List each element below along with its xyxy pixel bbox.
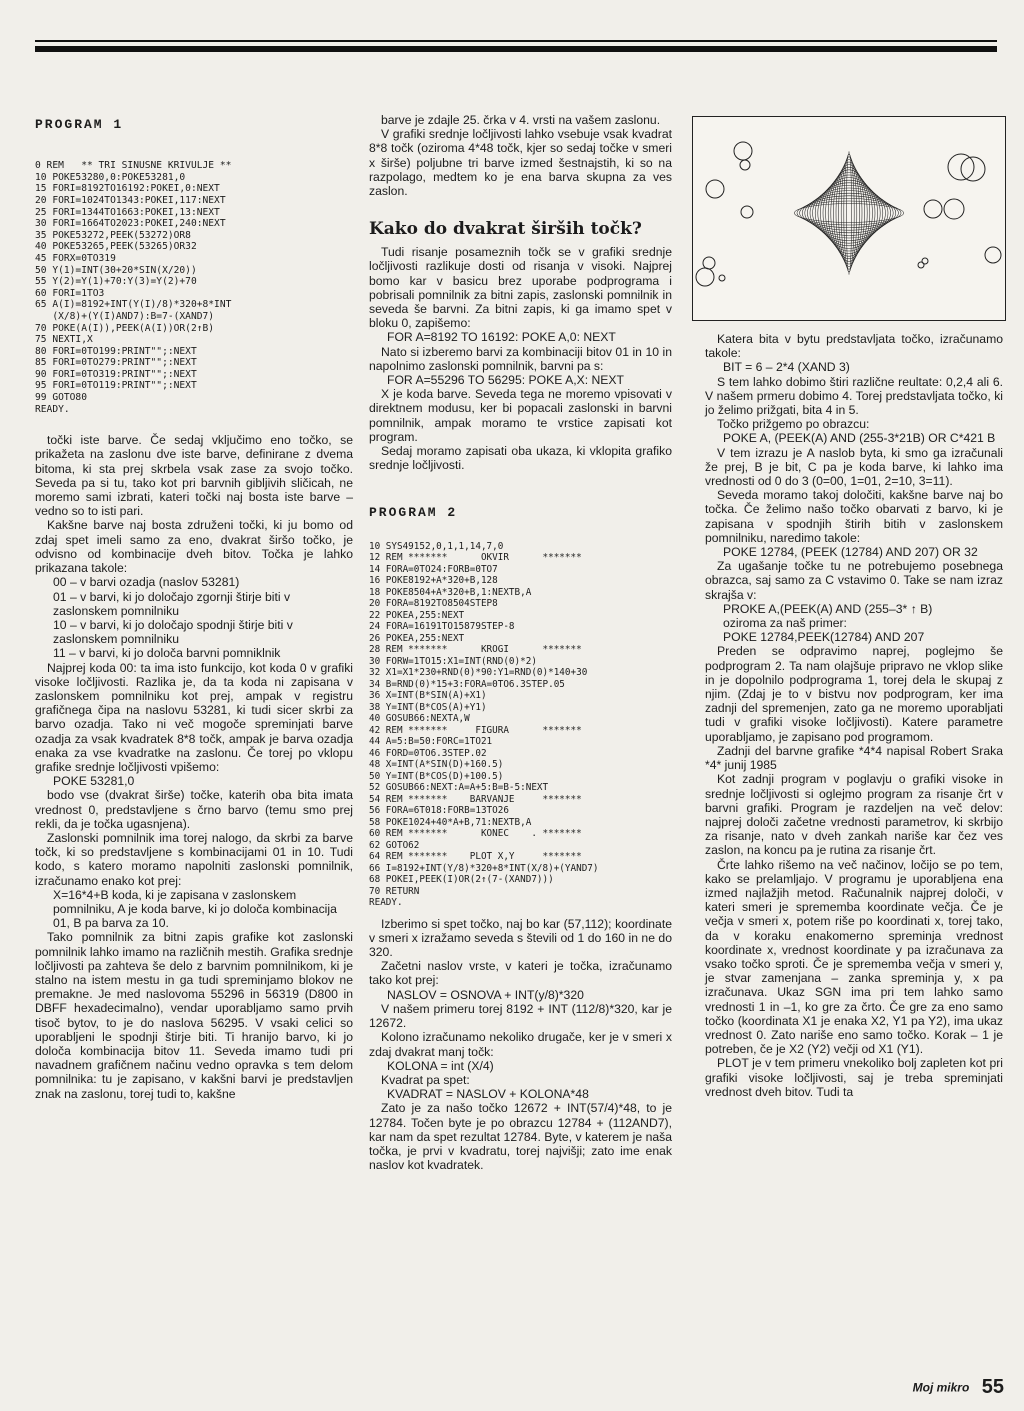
code-line: 40 POKE53265,PEEK(53265)OR32 [35,241,197,253]
code-line: 32 X1=X1*230+RND(0)*90:Y1=RND(0)*140+30 [369,667,588,679]
circle-shape [985,247,1001,263]
code-line: 56 FORA=6T018:FORB=13TO26 [369,805,509,817]
paragraph: V grafiki srednje ločljivosti lahko vsebuje vsak kvadrat 8*8 točk (oziroma 4*48 točk, kjer so sedaj točke v smeri x širše) poljubne tri barve izmed šestnajstih, ki so na razpolago, medtem ko je ena barva skupna za ves zaslon. [369,127,672,199]
paragraph: Kolono izračunamo nekoliko drugače, ker je v smeri x zdaj dvakrat manj točk: [369,1030,672,1059]
paragraph: bodo vse (dvakrat širše) točke, katerih oba bita imata vrednost 0, predstavljene s črno barvo (temu smo prej rekli, da je točka ugasnjena). [35,788,353,831]
paragraph: POKE 12784, (PEEK (12784) AND 207) OR 32 [723,545,978,560]
program-2-title: PROGRAM 2 [369,505,458,521]
paragraph: POKE A, (PEEK(A) AND (255-3*21B) OR C*421 B [723,431,996,446]
figure-ellipse [794,204,903,223]
code-line: 70 RETURN [369,885,420,897]
paragraph: X=16*4+B koda, ki je zapisana v zaslonskem pomnilniku, A je koda barve, ki jo določa kombinacija 01, B pa barva za 10. [53,887,337,931]
program-1-listing [35,160,353,415]
paragraph: Tako pomnilnik za bitni zapis grafike kot zaslonski pomnilnik lahko imamo na različnih mestih. Grafika srednje ločljivosti pa zahteva še delo z barvnim pomnilnikom, ki je stalno na istem mestu in ga tudi spreminjamo blokov ne premakne. Je med naslovoma 55296 in 56319 (D800 in DBFF hexadecimalno), vendar uporabljamo samo prvih tisoč bytov, to je do naslova 56295. V vsaki celici so uporabljeni le spodnji štirje biti. Ti hranijo barvo, ki jo določa kombinacija bitov 11. Seveda imamo tudi pri navadnem grafičnem načinu vedno opravka s tem delom pomnilnika: tu je zapisano, v kakšni barvi je predstavljen znak na zaslonu, torej tudi to, kakšne [35,930,353,1101]
code-line: 48 X=INT(A*SIN(D)+160.5) [369,759,504,771]
paragraph: točki iste barve. Če sedaj vključimo eno točko, se prikažeta na zaslonu dve iste barve, definirane z dvema bitoma, ki sta prej skrbela vsak zase za svojo točko. Seveda pa si tu, tako kot pri barvnih gibljivih sličicah, ne moremo sami izbrati, kateri točki naj bosta iste barve – vedno so to isti pari. [35,433,353,519]
astroid-figure [794,152,903,275]
column-2-text-bottom [369,917,672,1173]
paragraph: NASLOV = OSNOVA + INT(y/8)*320 [387,987,584,1002]
circle-shape [741,206,753,218]
code-line: 66 I=8192+INT(Y/8)*320+8*INT(X/8)+(YAND7) [369,862,599,874]
code-line: 20 FORI=1024TO1343:POKEI,117:NEXT [35,194,226,206]
circle-shape [924,200,942,218]
paragraph: 00 – v barvi ozadja (naslov 53281) [53,575,240,590]
code-line: 70 POKE(A(I)),PEEK(A(I))OR(2↑B) [35,322,215,334]
figure-drawing [693,117,1005,320]
paragraph: Tudi risanje posameznih točk se v grafiki srednje ločljivosti razlikuje dosti od risanja v visoki. Najprej bomo kar v basicu brez uporabe podprograma i pobrisali pomnilnik za bitni zapis, zaslonski pomnilnik in seveda še barvni. Za bitni zapis, ki ga imamo spet v bloku 0, zapišemo: [369,245,672,331]
graphics-figure [692,116,1006,321]
paragraph: Za ugašanje točke tu ne potrebujemo posebnega obrazca, saj samo za C vstavimo 0. Take se nam izraz skrajša v: [705,559,1003,602]
column-1-text [35,433,353,1101]
paragraph: FOR A=55296 TO 56295: POKE A,X: NEXT [387,373,624,388]
paragraph: Zadnji del barvne grafike *4*4 napisal Robert Sraka *4* junij 1985 [705,743,1003,773]
page-footer [913,1376,1004,1399]
code-line: 30 FORW=1TO15:X1=INT(RND(0)*2) [369,655,537,667]
paragraph: Kot zadnji program v poglavju o grafiki visoke in srednje ločljivosti si oglejmo program za risanje črt v barvni grafiki. Program je razdeljen na več delov: najprej določi začetne vrednosti parametrov, ki skrbijo za risanje, nato v dveh zankah nariše kar čez ves zaslon, na koncu pa je rutina za risanje črt. [705,772,1003,858]
paragraph: Sedaj moramo zapisati oba ukaza, ki vklopita grafiko srednje ločljivosti. [369,444,672,473]
code-line: READY. [369,897,403,909]
figure-ellipse [826,172,873,253]
code-line: 75 NEXTI,X [35,334,93,346]
column-2-text-middle [369,245,672,472]
paragraph: FOR A=8192 TO 16192: POKE A,0: NEXT [387,330,616,345]
code-line: 45 FORX=0TO319 [35,252,116,264]
code-line: 15 FORI=8192TO16192:POKEI,0:NEXT [35,183,220,195]
code-line: 42 REM ******* FIGURA ******* [369,724,582,736]
circle-shape [740,160,750,170]
code-line: 46 FORD=0TO6.3STEP.02 [369,747,487,759]
paragraph: PROKE A,(PEEK(A) AND (255–3* ↑ B) [723,601,933,616]
code-line: 55 Y(2)=Y(1)+70:Y(3)=Y(2)+70 [35,276,197,288]
paragraph: POKE 53281,0 [53,774,135,789]
code-line: 12 REM ******* OKVIR ******* [369,552,582,564]
code-line: 36 X=INT(B*SIN(A)+X1) [369,690,487,702]
code-line: 40 GOSUB66:NEXTA,W [369,713,470,725]
paragraph: Izberimo si spet točko, naj bo kar (57,112); koordinate v smeri x izražamo seveda s števili od 1 do 160 in ne do 320. [369,916,672,960]
paragraph: S tem lahko dobimo štiri različne reultate: 0,2,4 ali 6. V našem prmeru dobimo 4. Torej predstavljata točko, ki jo želimo prižgati, bita 4 in 5. [705,374,1003,418]
code-line: 90 FORI=0TO319:PRINT"";:NEXT [35,368,197,380]
circle-shape [961,157,985,181]
code-line: 68 POKEI,PEEK(I)OR(2↑(7-(XAND7))) [369,874,554,886]
paragraph: Najprej koda 00: ta ima isto funkcijo, kot koda 0 v grafiki visoke ločljivosti. Razlika je, da ta koda ni zapisana v zaslonskem pomnilniku kot prej, ampak v registru grafičnega čipa na naslovu 53281, ki tudi sicer skrbi za barvo ozadja. Tako ni več mogoče spreminjati barve ozadja za vsak kvadratek 8*8 točk, ampak je barva ozadja enaka za vse kvadratke na zaslonu. Če torej po vklopu grafike srednje ločljivosti vpišemo: [35,660,353,774]
circle-shape [696,268,714,286]
section-heading: Kako do dvakrat širših točk? [369,219,642,240]
code-line: 95 FORI=0TO119:PRINT"";:NEXT [35,380,197,392]
code-line: 28 REM ******* KROGI ******* [369,644,582,656]
code-line: 50 Y=INT(B*COS(D)+100.5) [369,770,504,782]
paragraph: Preden se odpravimo naprej, poglejmo še podprogram 2. Ta nam olajšuje pripravo ne vklop slike in je dopolnilo podprograma 1, torej dela le skupaj z njim. (Zdaj je to v bistvu nov podprogram, ker ima zadnji del spremenjen, zato ga ne moremo uporabljati tudi v grafiki visoke ločljivosti). Katere parametre uporabljamo, je zapisano pod programom. [705,644,1003,744]
page-number: 55 [981,1376,1004,1398]
code-line: 14 FORA=0TO24:FORB=0TO7 [369,563,498,575]
paragraph: Zaslonski pomnilnik ima torej nalogo, da skrbi za barve točk, ki so predstavljene s kombinacijami 01 in 10. Tudi kodo, s katero moramo napolniti zaslonski pomnilnik, izračunamo enako kot prej: [35,830,353,888]
code-line: 52 GOSUB66:NEXT:A=A+5:B=B-5:NEXT [369,782,549,794]
code-line: 25 FORI=1344TO1663:POKEI,13:NEXT [35,206,220,218]
code-line: 18 POKE8504+A*320+B,1:NEXTB,A [369,586,532,598]
program-1-title: PROGRAM 1 [35,117,124,132]
code-line: 65 A(I)=8192+INT(Y(I)/8)*320+8*INT [35,299,232,311]
program-2-listing [369,541,672,909]
paragraph: Katera bita v bytu predstavljata točko, izračunamo takole: [705,332,1003,361]
code-line: 58 POKE1024+40*A+B,71:NEXTB,A [369,816,532,828]
code-line: 30 FORI=1664TO2023:POKEI,240:NEXT [35,218,226,230]
paragraph: 11 – v barvi, ki jo določa barvni pomniklnik [53,646,281,661]
paragraph: KVADRAT = NASLOV + KOLONA*48 [387,1087,589,1102]
header-rule-thick [35,46,997,52]
paragraph: 10 – v barvi, ki jo določajo spodnji štirje biti v zaslonskem pomnilniku [53,617,293,647]
code-line: (X/8)+(Y(I)AND7):B=7-(XAND7) [35,310,215,322]
code-line: 60 FORI=1TO3 [35,287,105,299]
figure-ellipse [833,165,864,262]
paragraph: POKE 12784,PEEK(12784) AND 207 [723,630,925,645]
circle-shape [706,180,724,198]
figure-ellipse [800,198,899,227]
figure-ellipse [844,154,854,272]
code-line: 64 REM ******* PLOT X,Y ******* [369,851,582,863]
column-1 [35,118,353,1101]
paragraph: barve je zdajle 25. črka v 4. vrsti na vašem zaslonu. [381,113,661,127]
paragraph: Nato si izberemo barvi za kombinaciji bitov 01 in 10 in napolnimo zaslonski pomnilnik, barvni pa s: [369,344,672,373]
circle-shape [734,142,752,160]
circle-shape [719,275,725,281]
paragraph: Zato je za našo točko 12672 + INT(57/4)*48, to je 12784. Točen byte je po obrazcu 12784 + (112AND7), kar nam da spet rezultat 12784. Byte, v katerem je naša točka, je prvi v kvadratu, torej najvišji; zato ime enak naslov kot kvadratek. [369,1101,672,1173]
circle-shape [922,258,928,264]
column-3 [705,332,1003,1099]
code-line: 10 SYS49152,0,1,1,14,7,0 [369,540,504,552]
code-line: 22 POKEA,255:NEXT [369,609,465,621]
code-line: 34 B=RND(0)*15+3:FORA=0TO6.3STEP.05 [369,678,565,690]
code-line: 10 POKE53280,0:POKE53281,0 [35,171,186,183]
paragraph: Kvadrat pa spet: [381,1072,470,1087]
paragraph: 01 – v barvi, ki jo določajo zgornji štirje biti v zaslonskem pomnilniku [53,589,291,618]
circle-shape [703,257,715,269]
code-line: 35 POKE53272,PEEK(53272)OR8 [35,229,191,241]
code-line: 50 Y(1)=INT(30+20*SIN(X/20)) [35,264,197,276]
code-line: READY. [35,403,70,415]
paragraph: Seveda moramo takoj določiti, kakšne barve naj bo točka. Če želimo našo točko obarvati z barvo, ki je zapisana v spodnjih štirih bitih v zaslonskem pomnilniku, naredimo takole: [705,488,1003,545]
code-line: 60 REM ******* KONEC . ******* [369,828,582,840]
code-line: 0 REM ** TRI SINUSNE KRIVULJE ** [35,160,232,172]
code-line: 20 FORA=8192TO8504STEP8 [369,598,498,610]
figure-ellipse [839,159,860,266]
paragraph: V tem izrazu je A naslob byta, ki smo ga izračunali že prej, B je bit, C pa je koda barve, ki lahko ima vrednosti od 0 do 3 (0=00, 1=01, 2=10, 3=11). [705,445,1003,489]
paragraph: Črte lahko rišemo na več načinov, ločijo se po tem, kako se prelamljajo. V programu je uporabljena ena izmed najlažjih metod. Računalnik najprej določi, v kateri smeri je sprememba koordinate večja. Če je večja v smeri x, potem riše po koordinati x, torej tako, da v koraku enakomerno spreminja vrednost koordinate x, vrednost koordinate y pa izračunava za vsako točko sproti. Če je sprememba večja v smeri y, je stvar zamenjana – zanka spreminja y, x pa izračunava. Ukaz SGN ima pri tem lahko samo vrednosti 1 in –1, ko gre za črto. Če gre za eno samo točko (koordinata X1 je enaka X2, Y1 pa Y2), ima ukaz vrednost 0. Zato nariše eno samo točko. Korak – 1 je potreben, če je X2 (Y2) večji od X1 (Y1). [705,857,1003,1057]
code-line: 62 GOTO62 [369,839,420,851]
magazine-name: Moj mikro [912,1380,970,1395]
paragraph: X je koda barve. Seveda tega ne moremo vpisovati v direktnem modusu, ker bi popacali zaslonski in barvni pomnilnik, ampak moramo te vrstice zapisati kot program. [369,387,672,444]
paragraph: PLOT je v tem primeru vnekoliko bolj zapleten kot pri grafiki visoke ločljivosti, saj je treba spreminjati vrednost dveh bitov. Tudi ta [705,1056,1003,1099]
code-line: 80 FORI=0TO199:PRINT"";:NEXT [35,345,197,357]
code-line: 26 POKEA,255:NEXT [369,632,465,644]
header-rule-thin [35,40,997,42]
column-2 [369,113,672,1172]
code-line: 54 REM ******* BARVANJE ******* [369,793,582,805]
column-2-text-top [369,113,672,198]
paragraph: oziroma za naš primer: [723,616,847,631]
column-3-text [705,332,1003,1099]
circle-shape [944,199,964,219]
paragraph: Začetni naslov vrste, v kateri je točka, izračunamo tako kot prej: [369,959,672,988]
code-line: 38 Y=INT(B*COS(A)+Y1) [369,701,487,713]
paragraph: Kakšne barve naj bosta združeni točki, ki ju bomo od zdaj spet imeli samo za eno, dvakrat širšo točko, je odvisno od kombinacije dveh bitov. Točka je lahko prikazana takole: [35,518,353,576]
paragraph: KOLONA = int (X/4) [387,1058,494,1073]
code-line: 99 GOTO80 [35,392,87,404]
paragraph: BIT = 6 – 2*4 (XAND 3) [723,360,850,375]
code-line: 16 POKE8192+A*320+B,128 [369,575,498,587]
code-line: 85 FORI=0TO279:PRINT"";:NEXT [35,357,197,369]
code-line: 44 A=5:B=50:FORC=1TO21 [369,736,493,748]
paragraph: Točko prižgemo po obrazcu: [717,417,870,432]
paragraph: V našem primeru torej 8192 + INT (112/8)*320, kar je 12672. [369,1001,672,1031]
code-line: 24 FORA=16191TO15879STEP-8 [369,621,515,633]
